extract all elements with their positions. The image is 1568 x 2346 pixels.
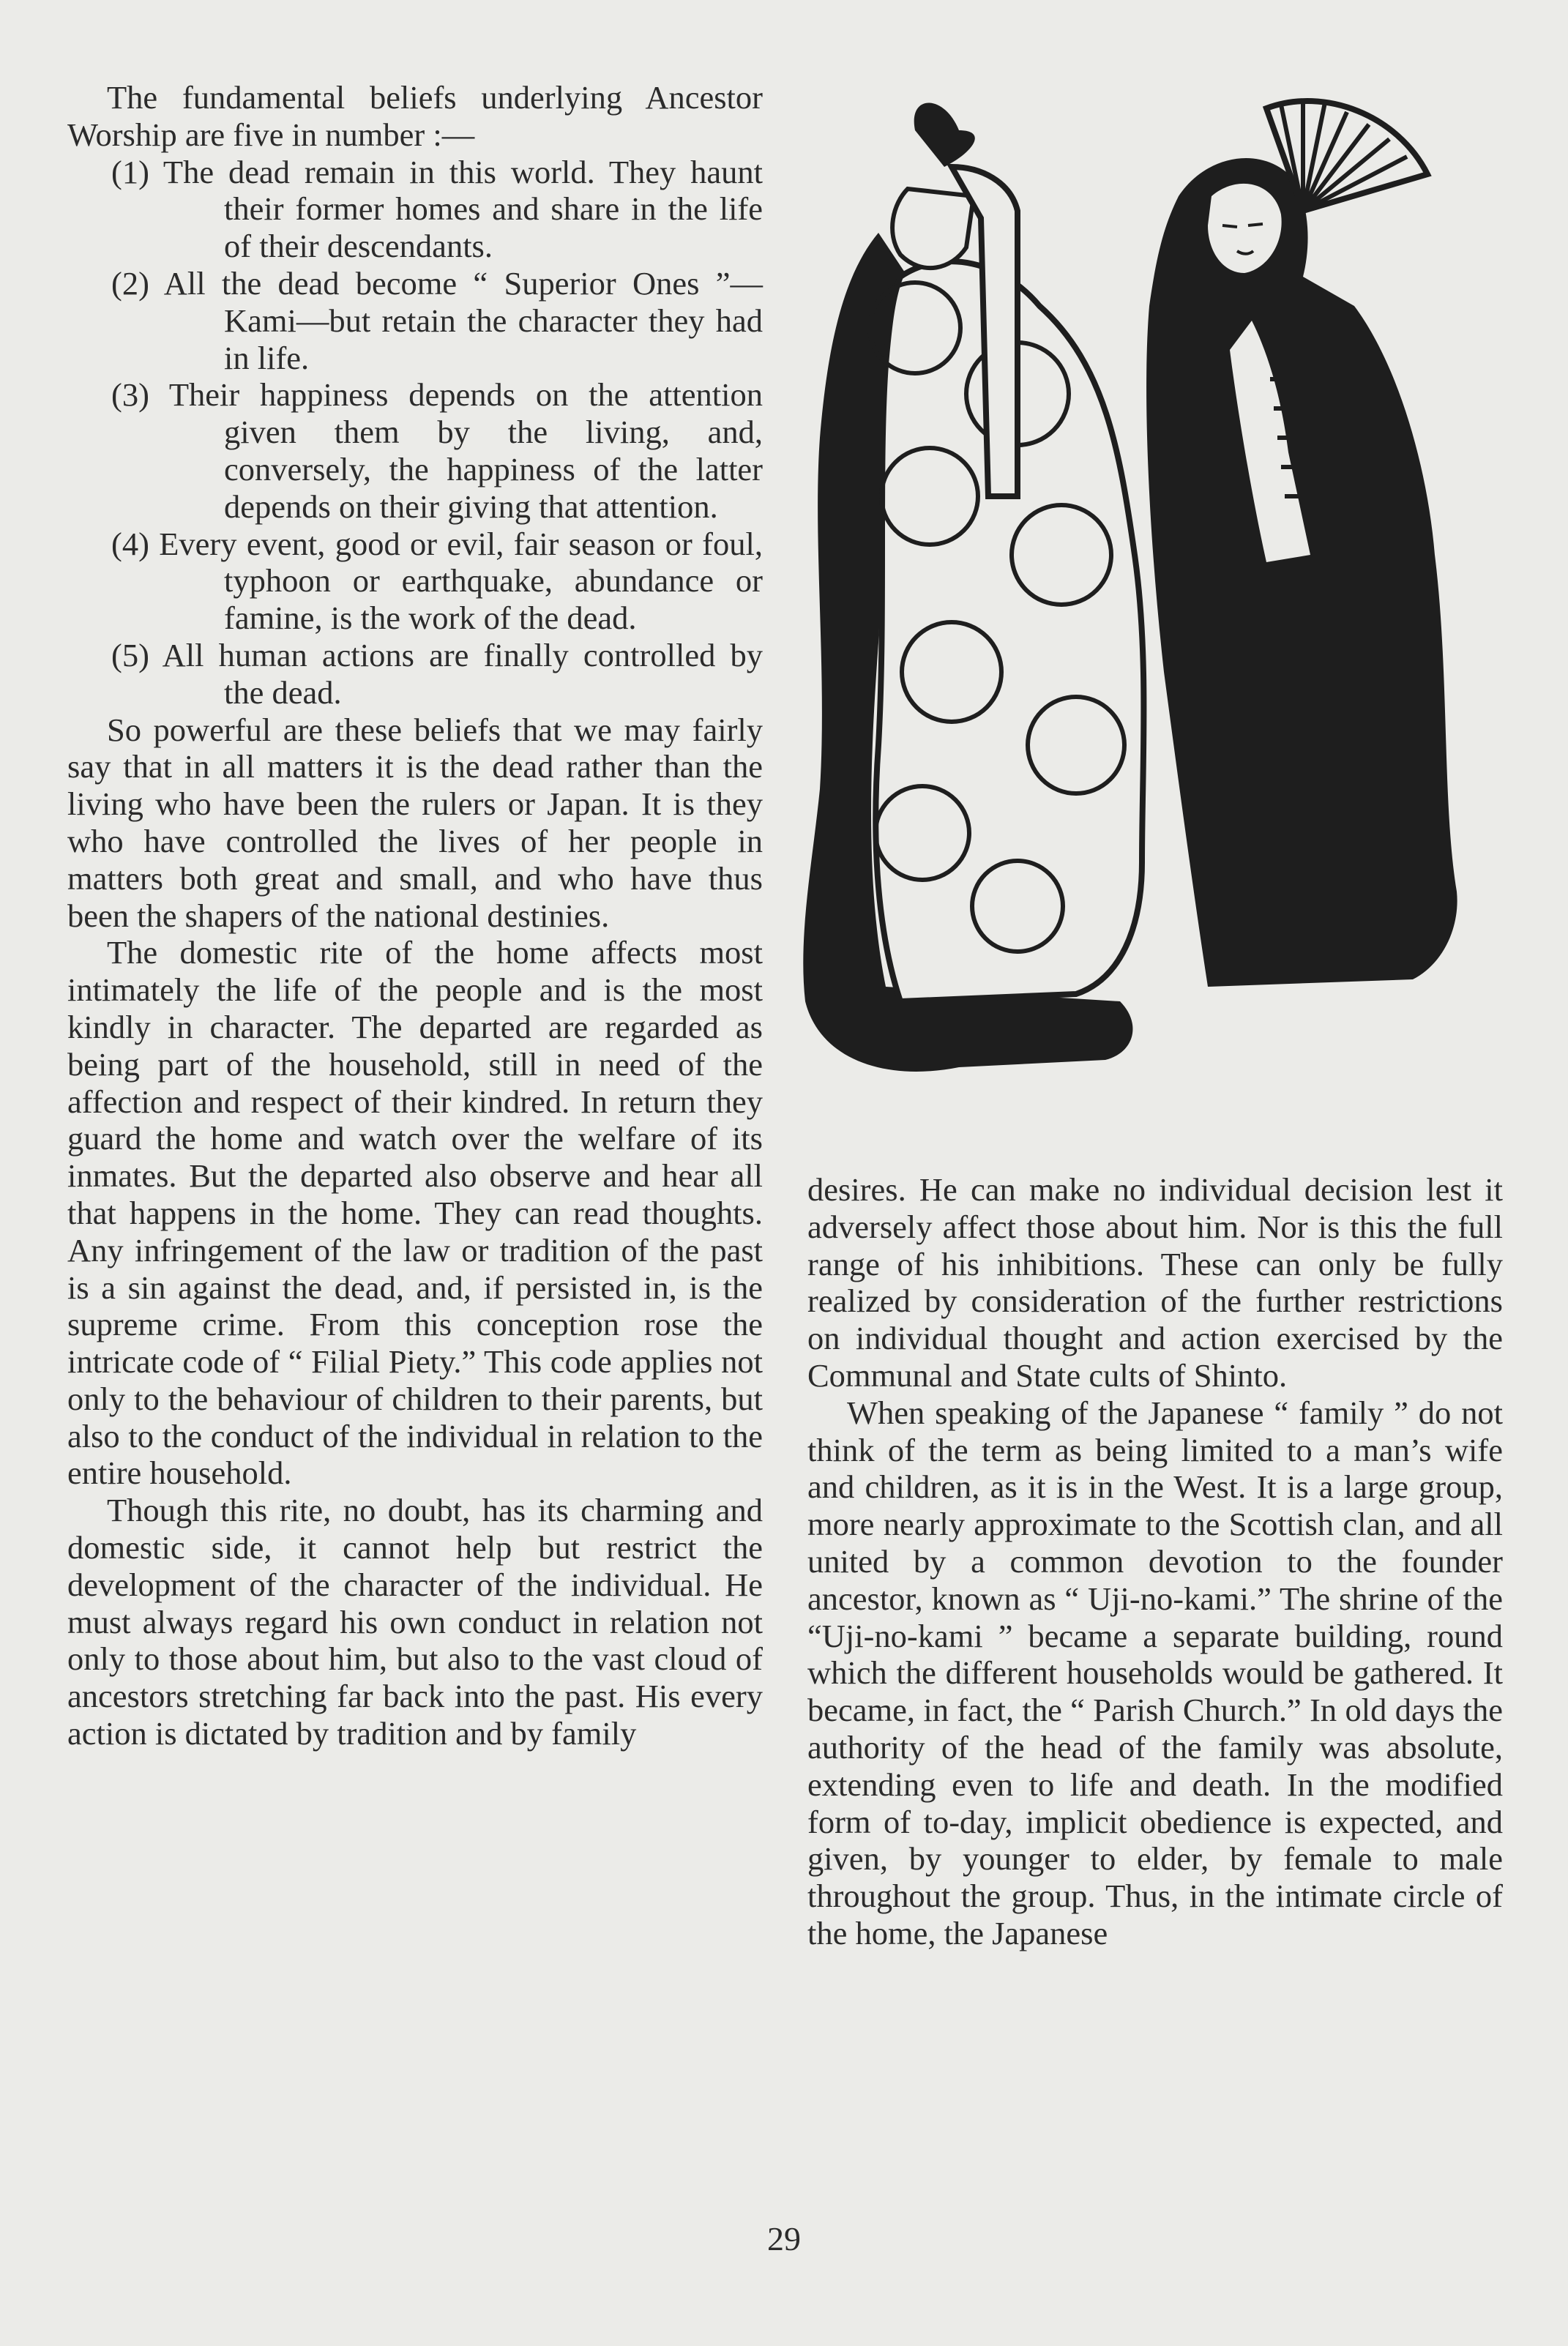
belief-item-2: (2) All the dead become “ Superior Ones ”—Kami—but retain the character they had in life. [111, 264, 763, 376]
paragraph-domestic-rite: The domestic rite of the home affects most intimately the life of the people and is the most kindly in character. The departed are regarded as being part of the household, still in need of the affection and respect of their kindred. In return they guard the home and watch over the welfare of its inmates. But the departed also observe and hear all that happens in the home. They can read thoughts. Any infringement of the law or tradition of the past is a sin against the dead, and, if persisted in, is the supreme crime. From this conception rose the intricate code of “ Filial Piety.” This code applies not only to the behaviour of children to their parents, but also to the conduct of the individual in relation to the entire household. [67, 934, 763, 1492]
dark-robed-figure [1146, 158, 1457, 987]
belief-item-4: (4) Every event, good or evil, fair season or foul, typhoon or earthquake, abundance or famine, is the work of the dead. [111, 525, 763, 637]
paragraph-powerful-beliefs: So powerful are these beliefs that we may fairly say that in all matters it is the dead rather than the living who have been the rulers or Japan. It is they who have controlled the lives of her people in matters both great and small, and who have thus been the shapers of the national destinies. [67, 711, 763, 934]
belief-item-1: (1) The dead remain in this world. They haunt their former homes and share in the life of their descendants. [111, 153, 763, 265]
paragraph-restrict-individual: Though this rite, no doubt, has its charming and domestic side, it cannot help but restrict the development of the character of the individual. He must always regard his own conduct in relation not only to those about him, but also to the vast cloud of ancestors stretching far back into the past. His every action is dictated by tradition and by family [67, 1492, 763, 1752]
paragraph-desires: desires. He can make no individual decision lest it adversely affect those about him. Nor is this the full range of his inhibitions. These can only be fully realized by consideration of the further restrictions on individual thought and action exercised by the Communal and State cults of Shinto. [807, 1171, 1503, 1394]
beliefs-list [67, 154, 763, 711]
woodcut-illustration [798, 86, 1530, 1126]
left-text-column [67, 79, 763, 1752]
beliefs-intro: The fundamental beliefs underlying Ancestor Worship are five in number :— [67, 79, 763, 153]
right-text-column [807, 1171, 1503, 1952]
belief-item-5: (5) All human actions are finally controlled by the dead. [111, 636, 763, 711]
page-number: 29 [767, 2220, 801, 2257]
belief-item-3: (3) Their happiness depends on the attention given them by the living, and, conversely, the happiness of the latter depends on their giving that attention. [111, 376, 763, 525]
paragraph-japanese-family: When speaking of the Japanese “ family ” do not think of the term as being limited to a man’s wife and children, as it is in the West. It is a large group, more nearly approximate to the Scottish clan, and all united by a common devotion to the founder ancestor, known as “ Uji-no-kami.” The shrine of the “Uji-no-kami ” became a separate building, round which the different households would be gathered. It became, in fact, the “ Parish Church.” In old days the authority of the head of the family was absolute, extending even to life and death. In the modified form of to-day, implicit obedience is expected, and given, by younger to elder, by female to male throughout the group. Thus, in the intimate circle of the home, the Japanese [807, 1394, 1503, 1951]
patterned-robe-figure [803, 103, 1143, 1072]
